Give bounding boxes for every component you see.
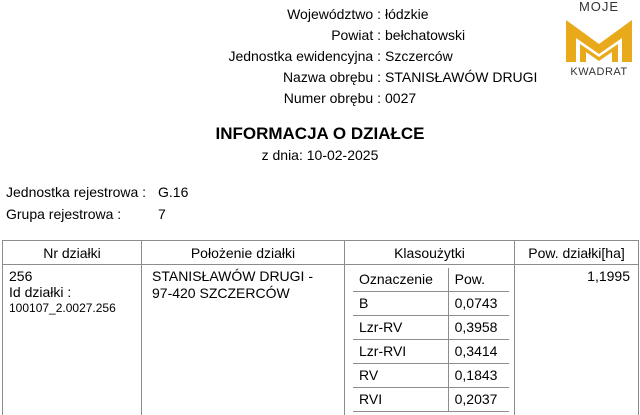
metadata-label: Województwo : <box>287 6 381 22</box>
parcel-location-cell <box>142 265 345 415</box>
parcel-number: 256 <box>9 268 33 284</box>
parcel-id-value: 100107_2.0027.256 <box>9 301 116 315</box>
metadata-row <box>150 46 560 67</box>
registry-info <box>6 181 188 225</box>
class-area: 0,3414 <box>448 340 509 364</box>
registry-row <box>6 203 188 225</box>
class-code: B <box>353 292 448 316</box>
class-area: 0,1843 <box>448 364 509 388</box>
metadata-label: Jednostka ewidencyjna : <box>228 48 381 64</box>
logo-bottom-text: KWADRAT <box>570 66 628 78</box>
metadata-row <box>150 4 560 25</box>
parcel-id-label: Id działki : <box>9 284 72 300</box>
registry-group-value: 7 <box>158 206 166 222</box>
table-row <box>3 265 639 415</box>
location-line: STANISŁAWÓW DRUGI - <box>152 268 313 284</box>
metadata-value: Szczerców <box>385 48 453 64</box>
metadata-row <box>150 25 560 46</box>
list-item <box>353 364 509 388</box>
class-area: 0,0743 <box>448 292 509 316</box>
registry-group-label: Grupa rejestrowa : <box>6 206 122 222</box>
location-line: 97-420 SZCZERCÓW <box>152 285 290 301</box>
document-title: INFORMACJA O DZIAŁCE <box>215 124 425 143</box>
classes-header-row <box>353 268 509 292</box>
list-item <box>353 316 509 340</box>
metadata-row <box>150 67 560 88</box>
list-item <box>353 292 509 316</box>
metadata-value: łódzkie <box>385 6 429 22</box>
class-area: 0,2037 <box>448 388 509 412</box>
brand-logo <box>560 0 638 82</box>
list-item <box>353 340 509 364</box>
metadata-label: Nazwa obrębu : <box>282 69 381 85</box>
metadata-label: Powiat : <box>331 27 381 43</box>
land-classes-cell <box>345 265 515 415</box>
land-classes-table <box>353 268 509 412</box>
metadata-row <box>150 88 560 109</box>
m-logo-icon <box>562 14 636 64</box>
registry-unit-value: G.16 <box>158 184 189 200</box>
document-date: z dnia: 10-02-2025 <box>261 147 379 163</box>
header-classes: Klasoużytki <box>345 241 515 265</box>
table-header-row <box>3 241 639 265</box>
header-area: Pow. działki[ha] <box>515 241 639 265</box>
metadata-value: STANISŁAWÓW DRUGI <box>385 69 538 85</box>
location-metadata <box>150 4 560 109</box>
metadata-label: Numer obrębu : <box>283 90 381 106</box>
metadata-value: 0027 <box>385 90 417 106</box>
parcel-area: 1,1995 <box>587 268 630 284</box>
header-location: Położenie działki <box>142 241 345 265</box>
parcel-area-cell <box>515 265 639 415</box>
classes-header-area: Pow. <box>448 268 509 292</box>
class-code: Lzr-RV <box>353 316 448 340</box>
logo-top-text: MOJE <box>578 0 620 14</box>
class-code: RVI <box>353 388 448 412</box>
parcel-number-cell <box>3 265 142 415</box>
class-code: RV <box>353 364 448 388</box>
registry-unit-label: Jednostka rejestrowa : <box>6 184 147 200</box>
parcel-table <box>2 240 639 415</box>
classes-header-code: Oznaczenie <box>353 268 448 292</box>
registry-row <box>6 181 188 203</box>
list-item <box>353 388 509 412</box>
class-code: Lzr-RVI <box>353 340 448 364</box>
metadata-value: bełchatowski <box>385 27 466 43</box>
class-area: 0,3958 <box>448 316 509 340</box>
header-nr: Nr działki <box>3 241 142 265</box>
